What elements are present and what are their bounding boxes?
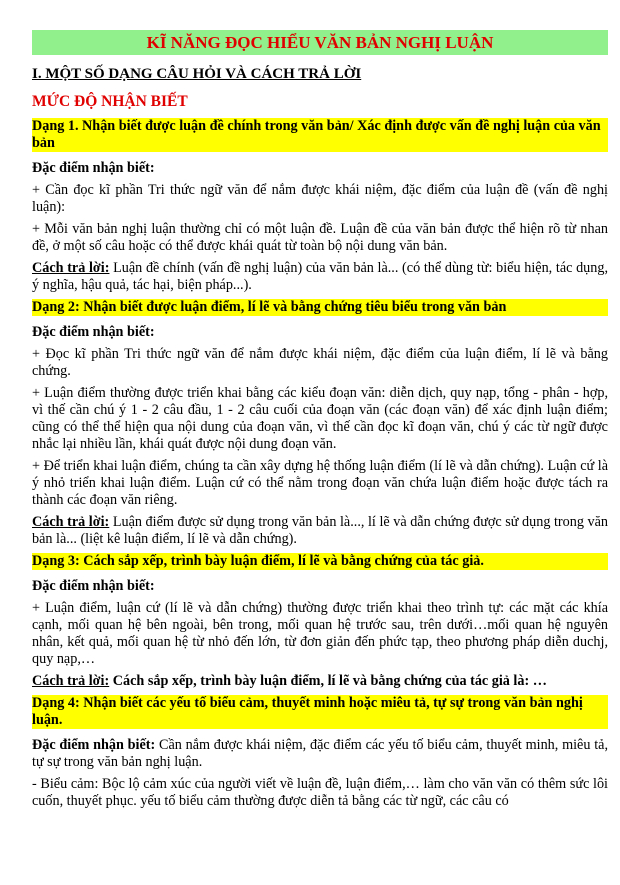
type-4-feature-text: Cần nắm được khái niệm, đặc điểm các yếu tố biểu cảm, thuyết minh, miêu tả, tự sự trong văn bản nghị luận. — [32, 737, 608, 770]
type-4-heading: Dạng 4: Nhận biết các yếu tố biểu cảm, thuyết minh hoặc miêu tả, tự sự trong văn bản nghị luận. — [32, 695, 608, 729]
type-1-answer-label: Cách trả lời: — [32, 260, 110, 276]
section-heading: I. MỘT SỐ DẠNG CÂU HỎI VÀ CÁCH TRẢ LỜI — [32, 66, 362, 82]
type-4-paragraph-1: - Biểu cảm: Bộc lộ cảm xúc của người viết về luận đề, luận điểm,… làm cho văn văn có thêm sức lôi cuốn, thuyết phục. yếu tố biểu cảm thường được diễn tả bằng các từ ngữ, các câu có — [32, 776, 608, 809]
level-heading: MỨC ĐỘ NHẬN BIẾT — [32, 93, 188, 110]
type-2-paragraph-1: + Đọc kĩ phần Tri thức ngữ văn để nắm được khái niệm, đặc điểm của luận điểm, lí lẽ và bằng chứng. — [32, 346, 608, 379]
type-1-feature-label: Đặc điểm nhận biết: — [32, 160, 155, 176]
type-2-answer-text: Luận điểm được sử dụng trong văn bản là..., lí lẽ và dẫn chứng được sử dụng trong văn bản là... (liệt kê luận điểm, lí lẽ và dẫn chứng). — [32, 514, 608, 547]
document-page — [32, 30, 608, 815]
type-3-heading: Dạng 3: Cách sắp xếp, trình bày luận điểm, lí lẽ và bằng chứng của tác giả. — [32, 553, 608, 570]
type-3-paragraph-1: + Luận điểm, luận cứ (lí lẽ và dẫn chứng) thường được triển khai theo trình tự: các mặt các khía cạnh, mối quan hệ bên ngoài, bên trong, mối quan hệ trước sau, trên dưới…mối quan hệ nguyên nhân, kết quả, mối quan hệ từ nhỏ đến lớn, từ đơn giản đến phức tạp, theo phương pháp diễn duchj, quy nạp,… — [32, 600, 608, 667]
type-1-paragraph-2: + Mỗi văn bản nghị luận thường chỉ có một luận đề. Luận đề của văn bản được thể hiện rõ từ nhan đề, ở một số câu hoặc có thể được khái quát từ toàn bộ nội dung văn bản. — [32, 221, 608, 254]
type-3-answer-text: Cách sắp xếp, trình bày luận điểm, lí lẽ và bằng chứng của tác giả là: … — [109, 673, 547, 689]
page-title: KĨ NĂNG ĐỌC HIỂU VĂN BẢN NGHỊ LUẬN — [32, 30, 608, 55]
type-4-feature-label: Đặc điểm nhận biết: — [32, 737, 156, 753]
type-4-feature — [32, 737, 608, 771]
type-1-paragraph-1: + Cần đọc kĩ phần Tri thức ngữ văn để nắm được khái niệm, đặc điểm của luận đề (vấn đề nghị luận): — [32, 182, 608, 215]
type-2-feature-label: Đặc điểm nhận biết: — [32, 324, 155, 340]
type-1-answer — [32, 260, 608, 294]
type-2-answer — [32, 514, 608, 548]
type-2-paragraph-2: + Luận điểm thường được triển khai bằng các kiểu đoạn văn: diễn dịch, quy nạp, tổng - phân - hợp, vì thế cần chú ý 1 - 2 câu đầu, 1 - 2 câu cuối của đoạn văn (các đoạn văn) để xác định luận điểm; cũng có thể thể hiện qua nội dung của đoạn văn, vì thế cần đọc kĩ đoạn văn, chú ý các từ ngữ được nhắc lại nhiều lần, khái quát được nội dung đoạn văn. — [32, 385, 608, 452]
type-2-answer-label: Cách trả lời: — [32, 514, 110, 530]
type-1-answer-text: Luận đề chính (vấn đề nghị luận) của văn bản là... (có thể dùng từ: biểu hiện, tác dụng, ý nghĩa, hậu quả, tác hại, biện pháp...). — [32, 260, 609, 293]
type-2-paragraph-3: + Để triển khai luận điểm, chúng ta cần xây dựng hệ thống luận điểm (lí lẽ và dẫn chứng). Luận cứ là ý nhỏ triển khai luận điểm. Luận cứ có thể nằm trong đoạn văn chứa luận điểm hoặc được tách ra thành các đoạn văn riêng. — [32, 458, 608, 508]
type-3-answer — [32, 673, 608, 690]
type-3-feature-label: Đặc điểm nhận biết: — [32, 578, 155, 594]
type-3-answer-label: Cách trả lời: — [32, 673, 110, 689]
type-1-heading: Dạng 1. Nhận biết được luận đề chính trong văn bản/ Xác định được vấn đề nghị luận của văn bản — [32, 118, 608, 152]
type-2-heading: Dạng 2: Nhận biết được luận điểm, lí lẽ và bằng chứng tiêu biểu trong văn bản — [32, 299, 608, 316]
